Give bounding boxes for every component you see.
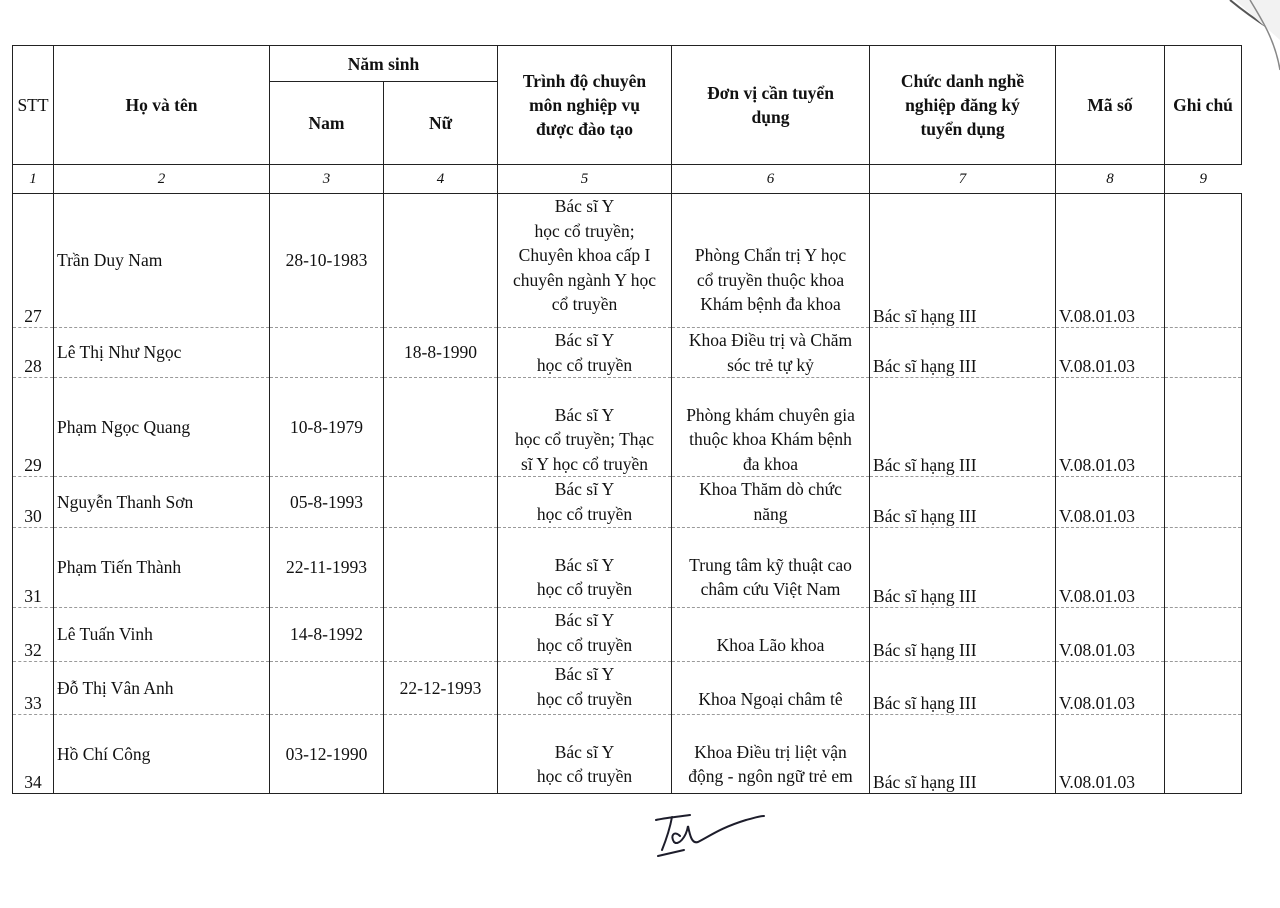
birth-date-female bbox=[384, 715, 498, 794]
table-row bbox=[13, 715, 1242, 794]
table-body bbox=[13, 194, 1242, 794]
table-row bbox=[13, 528, 1242, 608]
qualification-cell: Bác sĩ Y học cổ truyền bbox=[498, 477, 672, 528]
birth-date-male bbox=[270, 662, 384, 715]
note-cell bbox=[1165, 194, 1242, 328]
note-cell bbox=[1165, 528, 1242, 608]
column-number: 4 bbox=[384, 165, 498, 194]
candidate-name: Phạm Tiến Thành bbox=[54, 528, 270, 608]
birth-date-male bbox=[270, 328, 384, 378]
position-title: Bác sĩ hạng III bbox=[870, 194, 1056, 328]
table-row bbox=[13, 662, 1242, 715]
row-number: 31 bbox=[13, 528, 54, 608]
birth-date-female bbox=[384, 378, 498, 477]
candidate-name: Nguyễn Thanh Sơn bbox=[54, 477, 270, 528]
row-number: 29 bbox=[13, 378, 54, 477]
column-number: 7 bbox=[870, 165, 1056, 194]
candidate-name: Đỗ Thị Vân Anh bbox=[54, 662, 270, 715]
header-note: Ghi chú bbox=[1165, 46, 1242, 165]
table-row bbox=[13, 194, 1242, 328]
qualification-cell: Bác sĩ Y học cổ truyền; Chuyên khoa cấp I chuyên ngành Y học cổ truyền bbox=[498, 194, 672, 328]
note-cell bbox=[1165, 378, 1242, 477]
position-title: Bác sĩ hạng III bbox=[870, 328, 1056, 378]
recruiting-unit-cell: Khoa Thăm dò chức năng bbox=[672, 477, 870, 528]
table-row bbox=[13, 608, 1242, 662]
header-birth-year: Năm sinh bbox=[270, 46, 498, 82]
qualification-cell: Bác sĩ Y học cổ truyền bbox=[498, 608, 672, 662]
recruiting-unit-cell: Phòng Chẩn trị Y học cổ truyền thuộc khoa Khám bệnh đa khoa bbox=[672, 194, 870, 328]
column-number: 2 bbox=[54, 165, 270, 194]
position-code: V.08.01.03 bbox=[1056, 378, 1165, 477]
birth-date-female: 18-8-1990 bbox=[384, 328, 498, 378]
column-number-row bbox=[13, 165, 1242, 194]
qualification-cell: Bác sĩ Y học cổ truyền bbox=[498, 328, 672, 378]
birth-date-female bbox=[384, 528, 498, 608]
qualification-cell: Bác sĩ Y học cổ truyền bbox=[498, 528, 672, 608]
handwritten-signature bbox=[650, 806, 770, 861]
qualification-cell: Bác sĩ Y học cổ truyền; Thạc sĩ Y học cổ truyền bbox=[498, 378, 672, 477]
row-number: 32 bbox=[13, 608, 54, 662]
header-male: Nam bbox=[270, 82, 384, 165]
header-name: Họ và tên bbox=[54, 46, 270, 165]
note-cell bbox=[1165, 715, 1242, 794]
header-unit: Đơn vị cần tuyển dụng bbox=[672, 46, 870, 165]
recruiting-unit-cell: Phòng khám chuyên gia thuộc khoa Khám bệnh đa khoa bbox=[672, 378, 870, 477]
birth-date-female bbox=[384, 477, 498, 528]
candidate-name: Hồ Chí Công bbox=[54, 715, 270, 794]
column-number: 1 bbox=[13, 165, 54, 194]
row-number: 34 bbox=[13, 715, 54, 794]
recruiting-unit-cell: Khoa Lão khoa bbox=[672, 608, 870, 662]
qualification-cell: Bác sĩ Y học cổ truyền bbox=[498, 715, 672, 794]
birth-date-female: 22-12-1993 bbox=[384, 662, 498, 715]
birth-date-male: 03-12-1990 bbox=[270, 715, 384, 794]
row-number: 28 bbox=[13, 328, 54, 378]
birth-date-male: 14-8-1992 bbox=[270, 608, 384, 662]
birth-date-male: 05-8-1993 bbox=[270, 477, 384, 528]
column-number: 3 bbox=[270, 165, 384, 194]
position-code: V.08.01.03 bbox=[1056, 608, 1165, 662]
header-code: Mã số bbox=[1056, 46, 1165, 165]
recruitment-table bbox=[12, 45, 1242, 794]
birth-date-female bbox=[384, 194, 498, 328]
table-row bbox=[13, 328, 1242, 378]
position-title: Bác sĩ hạng III bbox=[870, 608, 1056, 662]
candidate-name: Lê Tuấn Vinh bbox=[54, 608, 270, 662]
birth-date-male: 28-10-1983 bbox=[270, 194, 384, 328]
header-qualification: Trình độ chuyên môn nghiệp vụ được đào tạo bbox=[498, 46, 672, 165]
header-stt: STT bbox=[13, 46, 54, 165]
recruiting-unit-cell: Khoa Điều trị và Chăm sóc trẻ tự kỷ bbox=[672, 328, 870, 378]
qualification-cell: Bác sĩ Y học cổ truyền bbox=[498, 662, 672, 715]
table-row bbox=[13, 477, 1242, 528]
candidate-name: Trần Duy Nam bbox=[54, 194, 270, 328]
position-title: Bác sĩ hạng III bbox=[870, 378, 1056, 477]
position-title: Bác sĩ hạng III bbox=[870, 662, 1056, 715]
birth-date-male: 10-8-1979 bbox=[270, 378, 384, 477]
header-position: Chức danh nghề nghiệp đăng ký tuyển dụng bbox=[870, 46, 1056, 165]
recruiting-unit-cell: Khoa Ngoại châm tê bbox=[672, 662, 870, 715]
position-code: V.08.01.03 bbox=[1056, 528, 1165, 608]
note-cell bbox=[1165, 328, 1242, 378]
position-code: V.08.01.03 bbox=[1056, 194, 1165, 328]
position-code: V.08.01.03 bbox=[1056, 328, 1165, 378]
candidate-name: Lê Thị Như Ngọc bbox=[54, 328, 270, 378]
column-number: 9 bbox=[1165, 165, 1242, 194]
row-number: 33 bbox=[13, 662, 54, 715]
position-title: Bác sĩ hạng III bbox=[870, 528, 1056, 608]
note-cell bbox=[1165, 662, 1242, 715]
table-row bbox=[13, 378, 1242, 477]
row-number: 27 bbox=[13, 194, 54, 328]
column-number: 6 bbox=[672, 165, 870, 194]
recruiting-unit-cell: Khoa Điều trị liệt vận động - ngôn ngữ trẻ em bbox=[672, 715, 870, 794]
birth-date-male: 22-11-1993 bbox=[270, 528, 384, 608]
candidate-name: Phạm Ngọc Quang bbox=[54, 378, 270, 477]
recruiting-unit-cell: Trung tâm kỹ thuật cao châm cứu Việt Nam bbox=[672, 528, 870, 608]
column-number: 8 bbox=[1056, 165, 1165, 194]
row-number: 30 bbox=[13, 477, 54, 528]
header-female: Nữ bbox=[384, 82, 498, 165]
position-title: Bác sĩ hạng III bbox=[870, 715, 1056, 794]
position-code: V.08.01.03 bbox=[1056, 477, 1165, 528]
birth-date-female bbox=[384, 608, 498, 662]
note-cell bbox=[1165, 608, 1242, 662]
position-code: V.08.01.03 bbox=[1056, 662, 1165, 715]
note-cell bbox=[1165, 477, 1242, 528]
column-number: 5 bbox=[498, 165, 672, 194]
position-title: Bác sĩ hạng III bbox=[870, 477, 1056, 528]
position-code: V.08.01.03 bbox=[1056, 715, 1165, 794]
